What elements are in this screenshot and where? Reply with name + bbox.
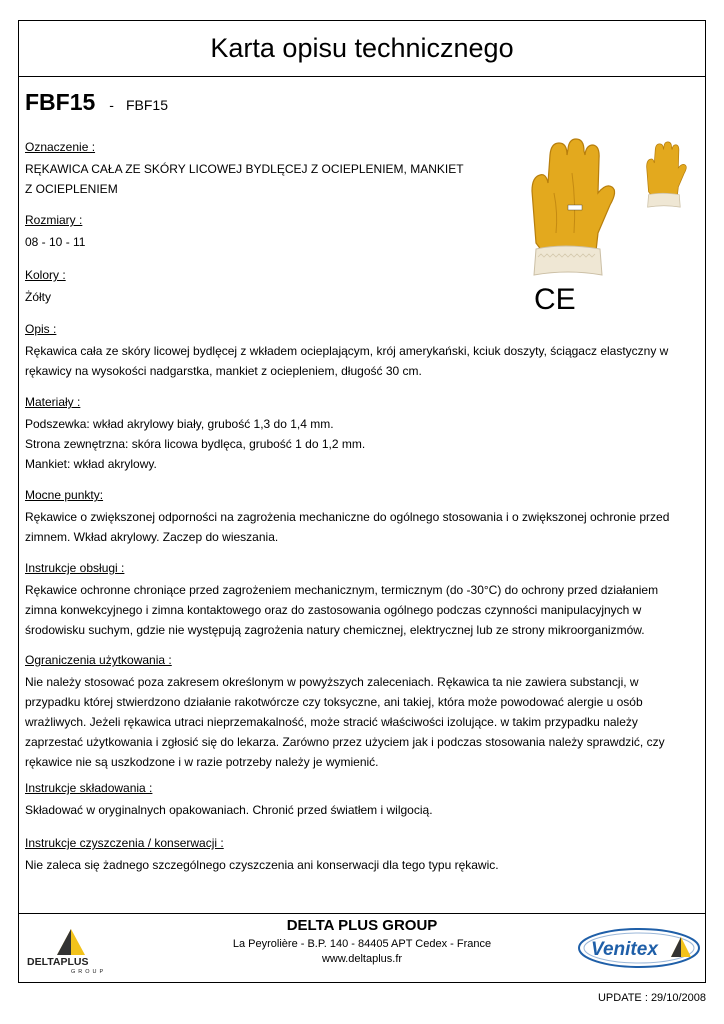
separator-dash: - [109, 97, 114, 113]
materials-label: Materiały : [25, 395, 81, 409]
section-materials [25, 392, 695, 474]
section-storage [25, 778, 695, 820]
product-image [514, 133, 694, 313]
section-strengths [25, 485, 695, 547]
section-description [25, 319, 695, 381]
strengths-label: Mocne punkty: [25, 488, 104, 502]
update-date: UPDATE : 29/10/2008 [597, 992, 706, 1004]
usage-line: zimna konwekcyjnego i zimna kontaktowego oraz do zastosowania ogólnego podczas czynności manipulacyjnych w [25, 603, 642, 617]
product-code: FBF15 [25, 89, 96, 115]
section-usage [25, 558, 695, 640]
limitations-label: Ograniczenia użytkowania : [25, 653, 172, 667]
footer-divider [19, 913, 705, 914]
deltaplus-logo [25, 927, 135, 975]
description-line: Rękawica cała ze skóry licowej bydlęcej z wkładem ocieplającym, krój amerykański, kciuk doszyty, ściągacz elastyczny w [25, 344, 669, 358]
ce-mark: CE [534, 283, 576, 313]
colors-value: Żółty [25, 290, 52, 304]
product-line [25, 89, 168, 116]
footer-company: DELTA PLUS GROUP [286, 917, 438, 934]
usage-line: Rękawice ochronne chroniące przed zagrożeniem mechanicznym, termicznym (do -30°C) do ochrony przed działaniem [25, 583, 659, 597]
designation-line: Z OCIEPLENIEM [25, 182, 118, 196]
storage-line: Składować w oryginalnych opakowaniach. Chronić przed światłem i wilgocią. [25, 803, 433, 817]
limitations-line: Nie należy stosować poza zakresem określonym w powyższych zaleceniach. Rękawica ta nie zawiera substancji, w [25, 675, 639, 689]
cleaning-line: Nie zaleca się żadnego szczególnego czyszczenia ani konserwacji dla tego typu rękawic. [25, 858, 499, 872]
designation-label: Oznaczenie : [25, 140, 96, 154]
description-label: Opis : [25, 322, 57, 336]
materials-line: Podszewka: wkład akrylowy biały, grubość 1,3 do 1,4 mm. [25, 417, 334, 431]
description-line: rękawicy na wysokości nadgarstka, mankiet z ociepleniem, długość 30 cm. [25, 364, 422, 378]
section-limitations [25, 650, 695, 772]
usage-label: Instrukcje obsługi : [25, 561, 125, 575]
designation-line: RĘKAWICA CAŁA ZE SKÓRY LICOWEJ BYDLĘCEJ Z OCIEPLENIEM, MANKIET [25, 162, 464, 176]
strengths-line: zimnem. Wkład akrylowy. Zaczep do wieszania. [25, 530, 279, 544]
document-frame [18, 20, 706, 983]
cleaning-label: Instrukcje czyszczenia / konserwacji : [25, 836, 224, 850]
title-box [19, 21, 705, 77]
section-cleaning [25, 833, 695, 875]
materials-line: Mankiet: wkład akrylowy. [25, 457, 157, 471]
large-glove-icon [532, 139, 615, 275]
deltaplus-logo-text: DELTAPLUS [27, 956, 89, 968]
footer-website: www.deltaplus.fr [321, 953, 403, 965]
colors-label: Kolory : [25, 268, 66, 282]
limitations-line: rękawice nie są uszkodzone i w razie potrzeby należy je wymienić. [25, 755, 379, 769]
storage-label: Instrukcje składowania : [25, 781, 153, 795]
page-title: Karta opisu technicznego [210, 33, 514, 63]
limitations-line: przypadku której stwierdzono działanie rakotwórcze czy toksyczne, ani takiej, która może powodować alergie u osób [25, 695, 643, 709]
sizes-value: 08 - 10 - 11 [25, 235, 86, 249]
footer-address: La Peyrolière - B.P. 140 - 84405 APT Cedex - France [232, 938, 492, 950]
limitations-line: zaprzestać użytkowania i zgłosić się do lekarza. Zarówno przez użyciem jak i podczas stosowania należy sprawdzić, czy [25, 735, 665, 749]
small-glove-icon [647, 142, 687, 207]
usage-line: środowisku suchym, gdzie nie występują zagrożenia natury chemicznej, elektrycznej lub ze strony mikroorganizmów. [25, 623, 645, 637]
product-ref: FBF15 [125, 97, 168, 113]
deltaplus-logo-sub: GROUP [71, 969, 107, 975]
strengths-line: Rękawice o zwiększonej odporności na zagrożenia mechaniczne do ogólnego stosowania i o zwiększonej ochronie przed [25, 510, 670, 524]
materials-line: Strona zewnętrzna: skóra licowa bydlęca, grubość 1 do 1,2 mm. [25, 437, 366, 451]
sizes-label: Rozmiary : [25, 213, 83, 227]
venitex-logo-text: Venitex [591, 939, 658, 960]
venitex-logo [577, 927, 701, 969]
limitations-line: wrażliwych. Jeżeli rękawica utraci nieprzemakalność, może stracić właściwości izolujące. w takim przypadku należy [25, 715, 638, 729]
